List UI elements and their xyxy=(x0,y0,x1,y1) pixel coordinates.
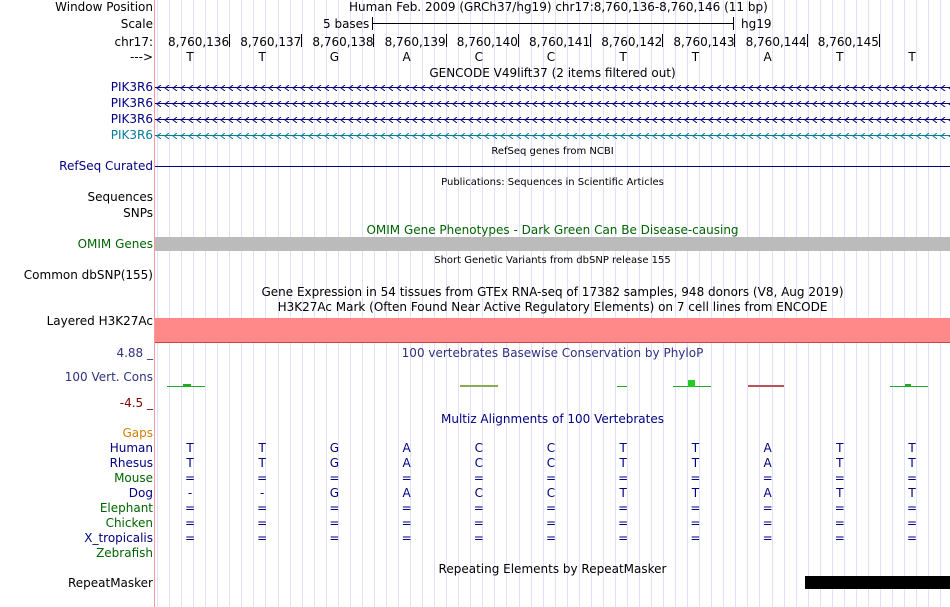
scale-bar xyxy=(372,23,734,24)
alignment-base: = xyxy=(690,471,701,485)
base-letter: T xyxy=(619,50,627,64)
species-label[interactable]: Chicken xyxy=(105,516,153,530)
scale-value: 5 bases xyxy=(323,17,370,31)
alignment-base: = xyxy=(257,471,268,485)
position-tick xyxy=(879,34,880,47)
species-label[interactable]: Dog xyxy=(128,486,153,500)
cons-title[interactable]: 100 vertebrates Basewise Conservation by PhyloP xyxy=(401,346,704,360)
h3k27-label[interactable]: Layered H3K27Ac xyxy=(46,314,153,328)
gencode-title[interactable]: GENCODE V49lift37 (2 items filtered out) xyxy=(429,66,676,80)
species-label[interactable]: Zebrafish xyxy=(96,546,153,560)
alignment-base: = xyxy=(401,501,412,515)
strand-arrow: ---> xyxy=(129,50,153,64)
window-position-label: Window Position xyxy=(55,0,153,14)
alignment-base: = xyxy=(257,501,268,515)
alignment-base: A xyxy=(402,456,411,470)
position-label: 8,760,140 xyxy=(456,35,518,49)
alignment-base: = xyxy=(473,516,484,530)
omim-label[interactable]: OMIM Genes xyxy=(77,237,153,251)
alignment-base: A xyxy=(402,486,411,500)
omim-title[interactable]: OMIM Gene Phenotypes - Dark Green Can Be Disease-causing xyxy=(366,223,739,237)
alignment-base: = xyxy=(184,531,196,545)
gene-label[interactable]: PIK3R6 xyxy=(110,112,153,126)
alignment-base: = xyxy=(762,471,773,485)
gaps-label[interactable]: Gaps xyxy=(122,426,153,440)
species-label[interactable]: Mouse xyxy=(114,471,153,485)
alignment-base: C xyxy=(474,456,483,470)
alignment-base: T xyxy=(836,486,844,500)
position-tick xyxy=(229,34,230,47)
repeat-label[interactable]: RepeatMasker xyxy=(67,576,153,590)
alignment-base: = xyxy=(329,501,340,515)
alignment-base: T xyxy=(258,456,266,470)
base-letter: T xyxy=(186,50,194,64)
species-label[interactable]: Elephant xyxy=(99,501,153,515)
position-label: 8,760,138 xyxy=(312,35,374,49)
base-letter: A xyxy=(402,50,411,64)
alignment-base: = xyxy=(834,471,845,485)
alignment-base: T xyxy=(258,441,266,455)
base-letter: T xyxy=(908,50,916,64)
alignment-base: - xyxy=(260,486,265,500)
alignment-base: G xyxy=(329,456,340,470)
alignment-base: T xyxy=(186,456,194,470)
alignment-base: = xyxy=(401,471,412,485)
gene-label[interactable]: PIK3R6 xyxy=(110,80,153,94)
gene-label[interactable]: PIK3R6 xyxy=(110,128,153,142)
position-tick xyxy=(590,34,591,47)
position-label: 8,760,142 xyxy=(601,35,663,49)
position-tick xyxy=(373,34,374,47)
conservation-mark xyxy=(460,385,498,387)
alignment-base: = xyxy=(257,516,268,530)
alignment-base: = xyxy=(473,501,484,515)
conservation-mark xyxy=(688,380,695,387)
alignment-base: = xyxy=(329,471,340,485)
chrom-label: chr17: xyxy=(114,35,153,49)
gene-model[interactable] xyxy=(155,101,950,107)
alignment-base: T xyxy=(908,456,916,470)
species-label[interactable]: Human xyxy=(109,441,153,455)
alignment-base: = xyxy=(473,531,484,545)
gene-model[interactable] xyxy=(155,85,950,91)
position-label: 8,760,136 xyxy=(168,35,230,49)
alignment-base: T xyxy=(908,441,916,455)
scale-bar-right-end xyxy=(733,17,734,30)
alignment-base: = xyxy=(906,501,918,515)
alignment-base: = xyxy=(834,531,845,545)
alignment-base: C xyxy=(546,456,556,470)
position-tick xyxy=(301,34,302,47)
cons-min: -4.5 _ xyxy=(119,396,153,410)
alignment-base: = xyxy=(618,501,629,515)
alignment-base: T xyxy=(619,486,627,500)
scale-db: hg19 xyxy=(741,17,772,31)
dbsnp-label[interactable]: Common dbSNP(155) xyxy=(23,268,153,282)
refseq-gene-line[interactable] xyxy=(155,166,950,167)
position-label: 8,760,144 xyxy=(745,35,807,49)
alignment-base: - xyxy=(187,486,193,500)
gene-model[interactable] xyxy=(155,133,950,139)
base-letter: C xyxy=(474,50,483,64)
alignment-base: = xyxy=(473,471,484,485)
alignment-base: = xyxy=(834,516,845,530)
alignment-base: = xyxy=(762,531,773,545)
alignment-base: C xyxy=(474,486,483,500)
refseq-title[interactable]: RefSeq genes from NCBI xyxy=(491,146,614,157)
position-tick xyxy=(734,34,735,47)
alignment-base: A xyxy=(402,441,411,455)
gtex-title[interactable]: Gene Expression in 54 tissues from GTEx RNA-seq of 17382 samples, 948 donors (V8, Aug 2019) xyxy=(261,285,844,299)
alignment-base: = xyxy=(545,516,557,530)
position-label: 8,760,139 xyxy=(384,35,446,49)
conservation-mark xyxy=(905,384,911,387)
alignment-base: = xyxy=(906,471,918,485)
alignment-base: T xyxy=(691,456,700,470)
base-letter: T xyxy=(258,50,266,64)
alignment-base: T xyxy=(186,441,194,455)
alignment-base: = xyxy=(257,531,268,545)
base-letter: G xyxy=(329,50,340,64)
position-tick xyxy=(807,34,808,47)
omim-feature-bar[interactable] xyxy=(155,237,950,251)
alignment-base: = xyxy=(329,531,340,545)
alignment-base: C xyxy=(546,441,556,455)
conservation-mark xyxy=(183,384,191,387)
alignment-base: T xyxy=(691,441,700,455)
pubs-sequences-label[interactable]: Sequences xyxy=(87,190,153,204)
alignment-base: = xyxy=(184,471,196,485)
base-letter: A xyxy=(763,50,772,64)
alignment-base: C xyxy=(474,441,483,455)
alignment-base: A xyxy=(763,441,772,455)
alignment-base: = xyxy=(618,516,629,530)
alignment-base: = xyxy=(906,531,918,545)
gene-model[interactable] xyxy=(155,117,950,123)
alignment-base: T xyxy=(836,441,844,455)
h3k27-signal-bar[interactable] xyxy=(155,318,950,343)
repeat-title[interactable]: Repeating Elements by RepeatMasker xyxy=(438,562,667,576)
alignment-base: = xyxy=(401,531,412,545)
alignment-base: G xyxy=(329,486,340,500)
scale-label: Scale xyxy=(120,17,153,31)
alignment-base: = xyxy=(545,471,557,485)
species-label[interactable]: X_tropicalis xyxy=(84,531,153,545)
alignment-base: = xyxy=(906,516,918,530)
alignment-base: = xyxy=(618,531,629,545)
alignment-base: = xyxy=(690,501,701,515)
alignment-base: C xyxy=(546,486,556,500)
alignment-base: T xyxy=(619,456,627,470)
conservation-mark xyxy=(748,385,784,387)
alignment-base: = xyxy=(762,501,773,515)
species-label[interactable]: Rhesus xyxy=(109,456,153,470)
alignment-base: A xyxy=(763,456,772,470)
window-position-value: Human Feb. 2009 (GRCh37/hg19) chr17:8,760,136-8,760,146 (11 bp) xyxy=(349,0,768,14)
dbsnp-title[interactable]: Short Genetic Variants from dbSNP release 155 xyxy=(434,255,671,266)
alignment-base: T xyxy=(836,456,844,470)
scale-bar-left-end xyxy=(372,17,373,30)
alignment-base: T xyxy=(908,486,916,500)
refseq-label[interactable]: RefSeq Curated xyxy=(59,159,153,173)
position-label: 8,760,143 xyxy=(673,35,735,49)
multiz-title[interactable]: Multiz Alignments of 100 Vertebrates xyxy=(440,412,665,426)
base-letter: C xyxy=(546,50,556,64)
alignment-base: = xyxy=(401,516,412,530)
base-letter: T xyxy=(691,50,700,64)
position-label: 8,760,137 xyxy=(240,35,302,49)
gene-label[interactable]: PIK3R6 xyxy=(110,96,153,110)
position-label: 8,760,145 xyxy=(817,35,879,49)
base-letter: T xyxy=(836,50,844,64)
alignment-base: T xyxy=(691,486,700,500)
alignment-base: = xyxy=(834,501,845,515)
position-label: 8,760,141 xyxy=(529,35,591,49)
h3k27-title[interactable]: H3K27Ac Mark (Often Found Near Active Regulatory Elements) on 7 cell lines from ENCODE xyxy=(277,300,828,314)
pubs-snps-label[interactable]: SNPs xyxy=(123,206,153,220)
alignment-base: = xyxy=(762,516,773,530)
alignment-base: A xyxy=(763,486,772,500)
alignment-base: = xyxy=(545,501,557,515)
alignment-base: = xyxy=(690,516,701,530)
conservation-mark xyxy=(617,386,627,387)
alignment-base: = xyxy=(690,531,701,545)
alignment-base: = xyxy=(329,516,340,530)
position-tick xyxy=(446,34,447,47)
position-tick xyxy=(662,34,663,47)
alignment-base: = xyxy=(184,501,196,515)
cons-label[interactable]: 100 Vert. Cons xyxy=(64,370,153,384)
alignment-base: T xyxy=(619,441,627,455)
alignment-base: = xyxy=(618,471,629,485)
alignment-base: = xyxy=(545,531,557,545)
alignment-base: G xyxy=(329,441,340,455)
alignment-base: = xyxy=(184,516,196,530)
repeat-element-bar[interactable] xyxy=(805,576,950,589)
position-tick xyxy=(518,34,519,47)
cons-max: 4.88 _ xyxy=(116,346,153,360)
pubs-title[interactable]: Publications: Sequences in Scientific Articles xyxy=(441,177,664,188)
